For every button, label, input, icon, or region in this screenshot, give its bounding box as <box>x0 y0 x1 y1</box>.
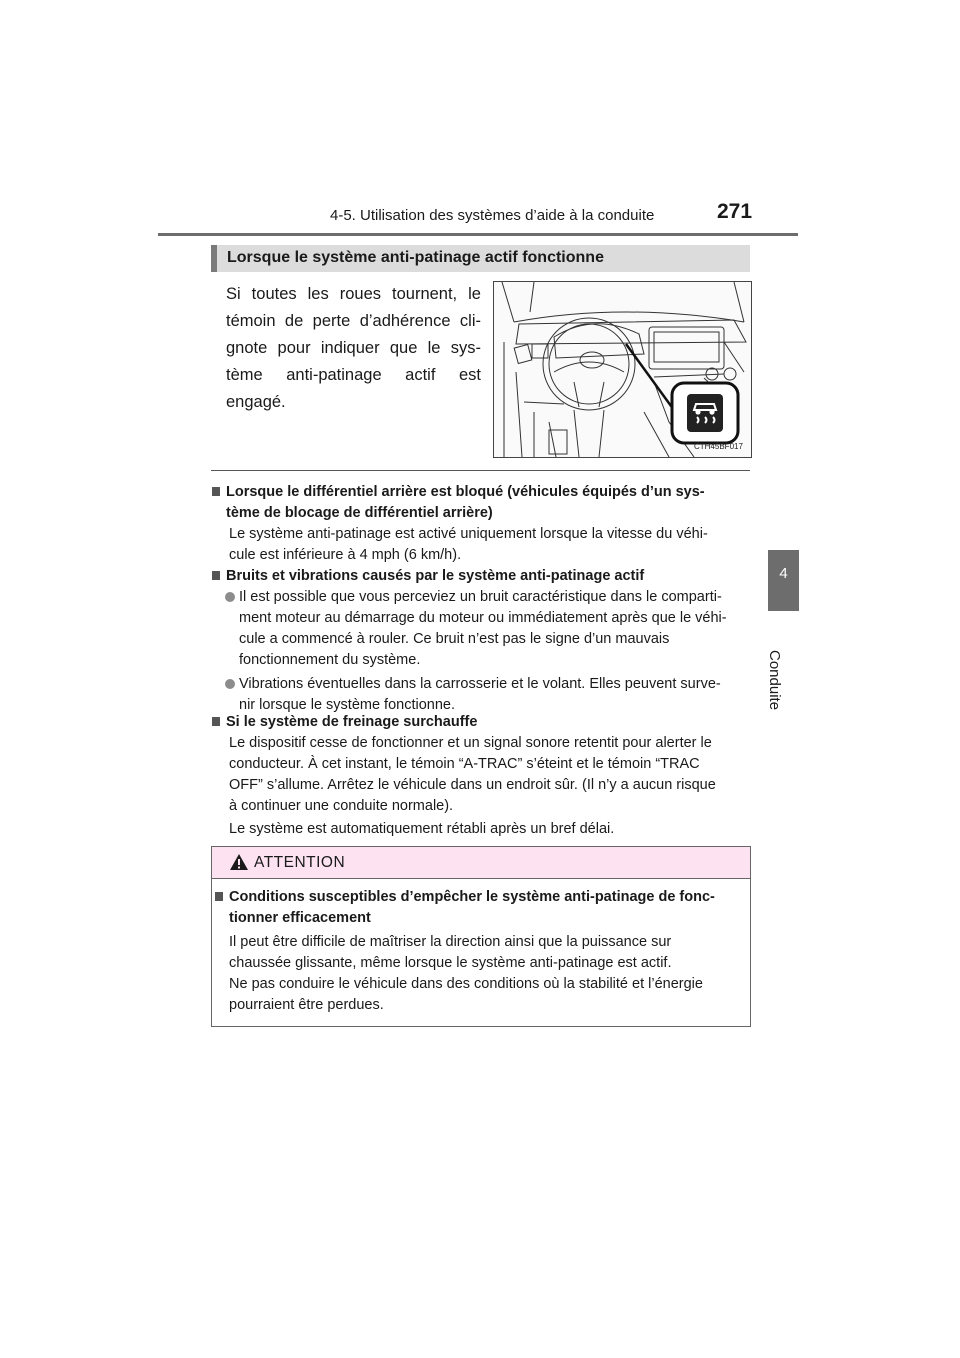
note-heading <box>212 712 750 733</box>
intro-line: Si toutes les roues tournent, le <box>226 285 481 303</box>
body-line: Le système anti-patinage est activé uniquement lorsque la vitesse du véhi- <box>229 526 708 542</box>
note-heading <box>212 566 750 587</box>
note-body-2: Le système est automatiquement rétabli après un bref délai. <box>229 821 615 837</box>
note-heading-line: Lorsque le différentiel arrière est bloqué (véhicules équipés d’un sys- <box>226 484 705 500</box>
warning-heading-line: Conditions susceptibles d’empêcher le système anti-patinage de fonc- <box>229 889 715 905</box>
dashboard-illustration <box>493 281 752 458</box>
bullet-line: fonctionnement du système. <box>239 652 421 668</box>
body-line: conducteur. À cet instant, le témoin “A-TRAC” s’éteint et le témoin “TRAC <box>229 756 700 772</box>
figure-code: CTH45BF017 <box>694 442 743 451</box>
intro-line: engagé. <box>226 393 286 411</box>
warning-triangle-icon <box>229 853 249 871</box>
bullet-line: Vibrations éventuelles dans la carrosserie et le volant. Elles peuvent surve- <box>239 676 721 692</box>
intro-line: tème anti-patinage actif est <box>226 366 481 384</box>
section-separator <box>211 470 750 471</box>
bullet-line: cule a commencé à rouler. Ce bruit n’est pas le signe d’un mauvais <box>239 631 670 647</box>
chapter-label: Conduite <box>766 650 783 711</box>
page-number: 271 <box>717 200 753 223</box>
bullet-line: Il est possible que vous perceviez un bruit caractéristique dans le comparti- <box>239 589 722 605</box>
square-bullet-icon <box>212 571 220 580</box>
bullet-item <box>225 674 746 716</box>
warning-line: chaussée glissante, même lorsque le système anti-patinage est actif. <box>229 955 672 971</box>
note-heading-line: tème de blocage de différentiel arrière) <box>226 505 493 521</box>
body-line: Le dispositif cesse de fonctionner et un signal sonore retentit pour alerter le <box>229 735 712 751</box>
square-bullet-icon <box>212 487 220 496</box>
note-heading <box>212 482 750 524</box>
body-line: à continuer une conduite normale). <box>229 798 454 814</box>
bullet-line: nir lorsque le système fonctionne. <box>239 697 455 713</box>
round-bullet-icon <box>225 592 235 602</box>
warning-line: Ne pas conduire le véhicule dans des conditions où la stabilité et l’énergie <box>229 976 703 992</box>
note-heading-line: Si le système de freinage surchauffe <box>226 714 478 730</box>
warning-heading-line: tionner efficacement <box>229 910 371 926</box>
section-title-bar <box>211 245 750 272</box>
section-title: Lorsque le système anti-patinage actif fonctionne <box>227 249 604 266</box>
warning-box <box>211 846 751 1027</box>
bullet-line: ment moteur au démarrage du moteur ou immédiatement après que le véhi- <box>239 610 727 626</box>
square-bullet-icon <box>212 717 220 726</box>
section-bar-accent <box>211 245 217 272</box>
warning-title: ATTENTION <box>254 854 346 871</box>
intro-paragraph <box>226 281 481 416</box>
intro-line: gnote pour indiquer que le sys- <box>226 339 481 357</box>
body-line: OFF” s’allume. Arrêtez le véhicule dans un endroit sûr. (Il n’y a aucun risque <box>229 777 716 793</box>
note-heading-line: Bruits et vibrations causés par le système anti-patinage actif <box>226 568 645 584</box>
intro-line: témoin de perte d’adhérence cli- <box>226 312 481 330</box>
note-body <box>229 733 746 817</box>
warning-line: Il peut être difficile de maîtriser la direction ainsi que la puissance sur <box>229 934 672 950</box>
warning-body <box>229 932 741 1016</box>
round-bullet-icon <box>225 679 235 689</box>
note-body <box>229 524 746 566</box>
chapter-tab: 4 <box>768 550 799 611</box>
running-header: 4-5. Utilisation des systèmes d’aide à la conduite <box>330 207 655 224</box>
square-bullet-icon <box>215 892 223 901</box>
warning-header <box>212 847 750 879</box>
warning-heading <box>215 887 743 929</box>
body-line: cule est inférieure à 4 mph (6 km/h). <box>229 547 462 563</box>
bullet-item <box>225 587 746 671</box>
header-rule <box>158 233 798 236</box>
warning-line: pourraient être perdues. <box>229 997 384 1013</box>
dashboard-drawing <box>494 282 751 457</box>
